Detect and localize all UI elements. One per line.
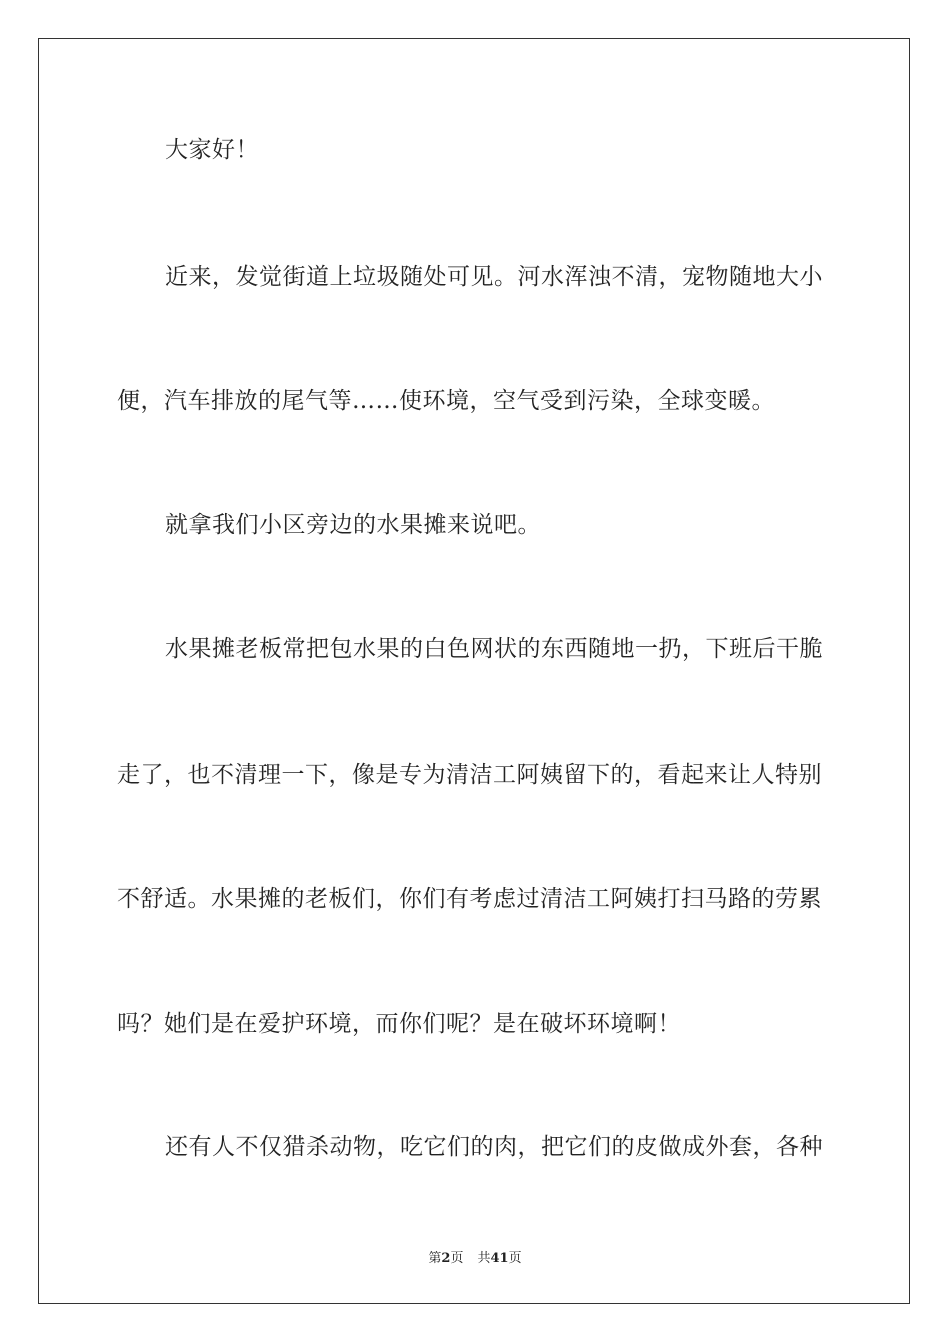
page-footer [0, 1247, 950, 1266]
page-number: 2 [441, 1251, 451, 1266]
paragraph-line: 近来，发觉街道上垃圾随处可见。河水浑浊不清，宠物随地大小 [165, 264, 823, 290]
page-suffix: 页 [450, 1251, 464, 1266]
total-suffix: 页 [508, 1251, 522, 1266]
page-prefix: 第 [428, 1251, 442, 1266]
page-border [38, 38, 910, 1304]
paragraph-line: 便，汽车排放的尾气等……使环境，空气受到污染，全球变暖。 [117, 388, 775, 414]
paragraph-line: 大家好！ [165, 137, 259, 163]
paragraph-line: 走了，也不清理一下，像是专为清洁工阿姨留下的，看起来让人特别 [117, 762, 822, 788]
total-prefix: 共 [477, 1251, 491, 1266]
paragraph-line: 还有人不仅猎杀动物，吃它们的肉，把它们的皮做成外套，各种 [165, 1134, 823, 1160]
total-pages: 41 [490, 1251, 509, 1266]
paragraph-line: 就拿我们小区旁边的水果摊来说吧。 [165, 512, 541, 538]
paragraph-line: 不舒适。水果摊的老板们，你们有考虑过清洁工阿姨打扫马路的劳累 [117, 886, 822, 912]
paragraph-line: 吗？她们是在爱护环境，而你们呢？是在破坏环境啊！ [117, 1011, 681, 1037]
paragraph-line: 水果摊老板常把包水果的白色网状的东西随地一扔，下班后干脆 [165, 636, 823, 662]
